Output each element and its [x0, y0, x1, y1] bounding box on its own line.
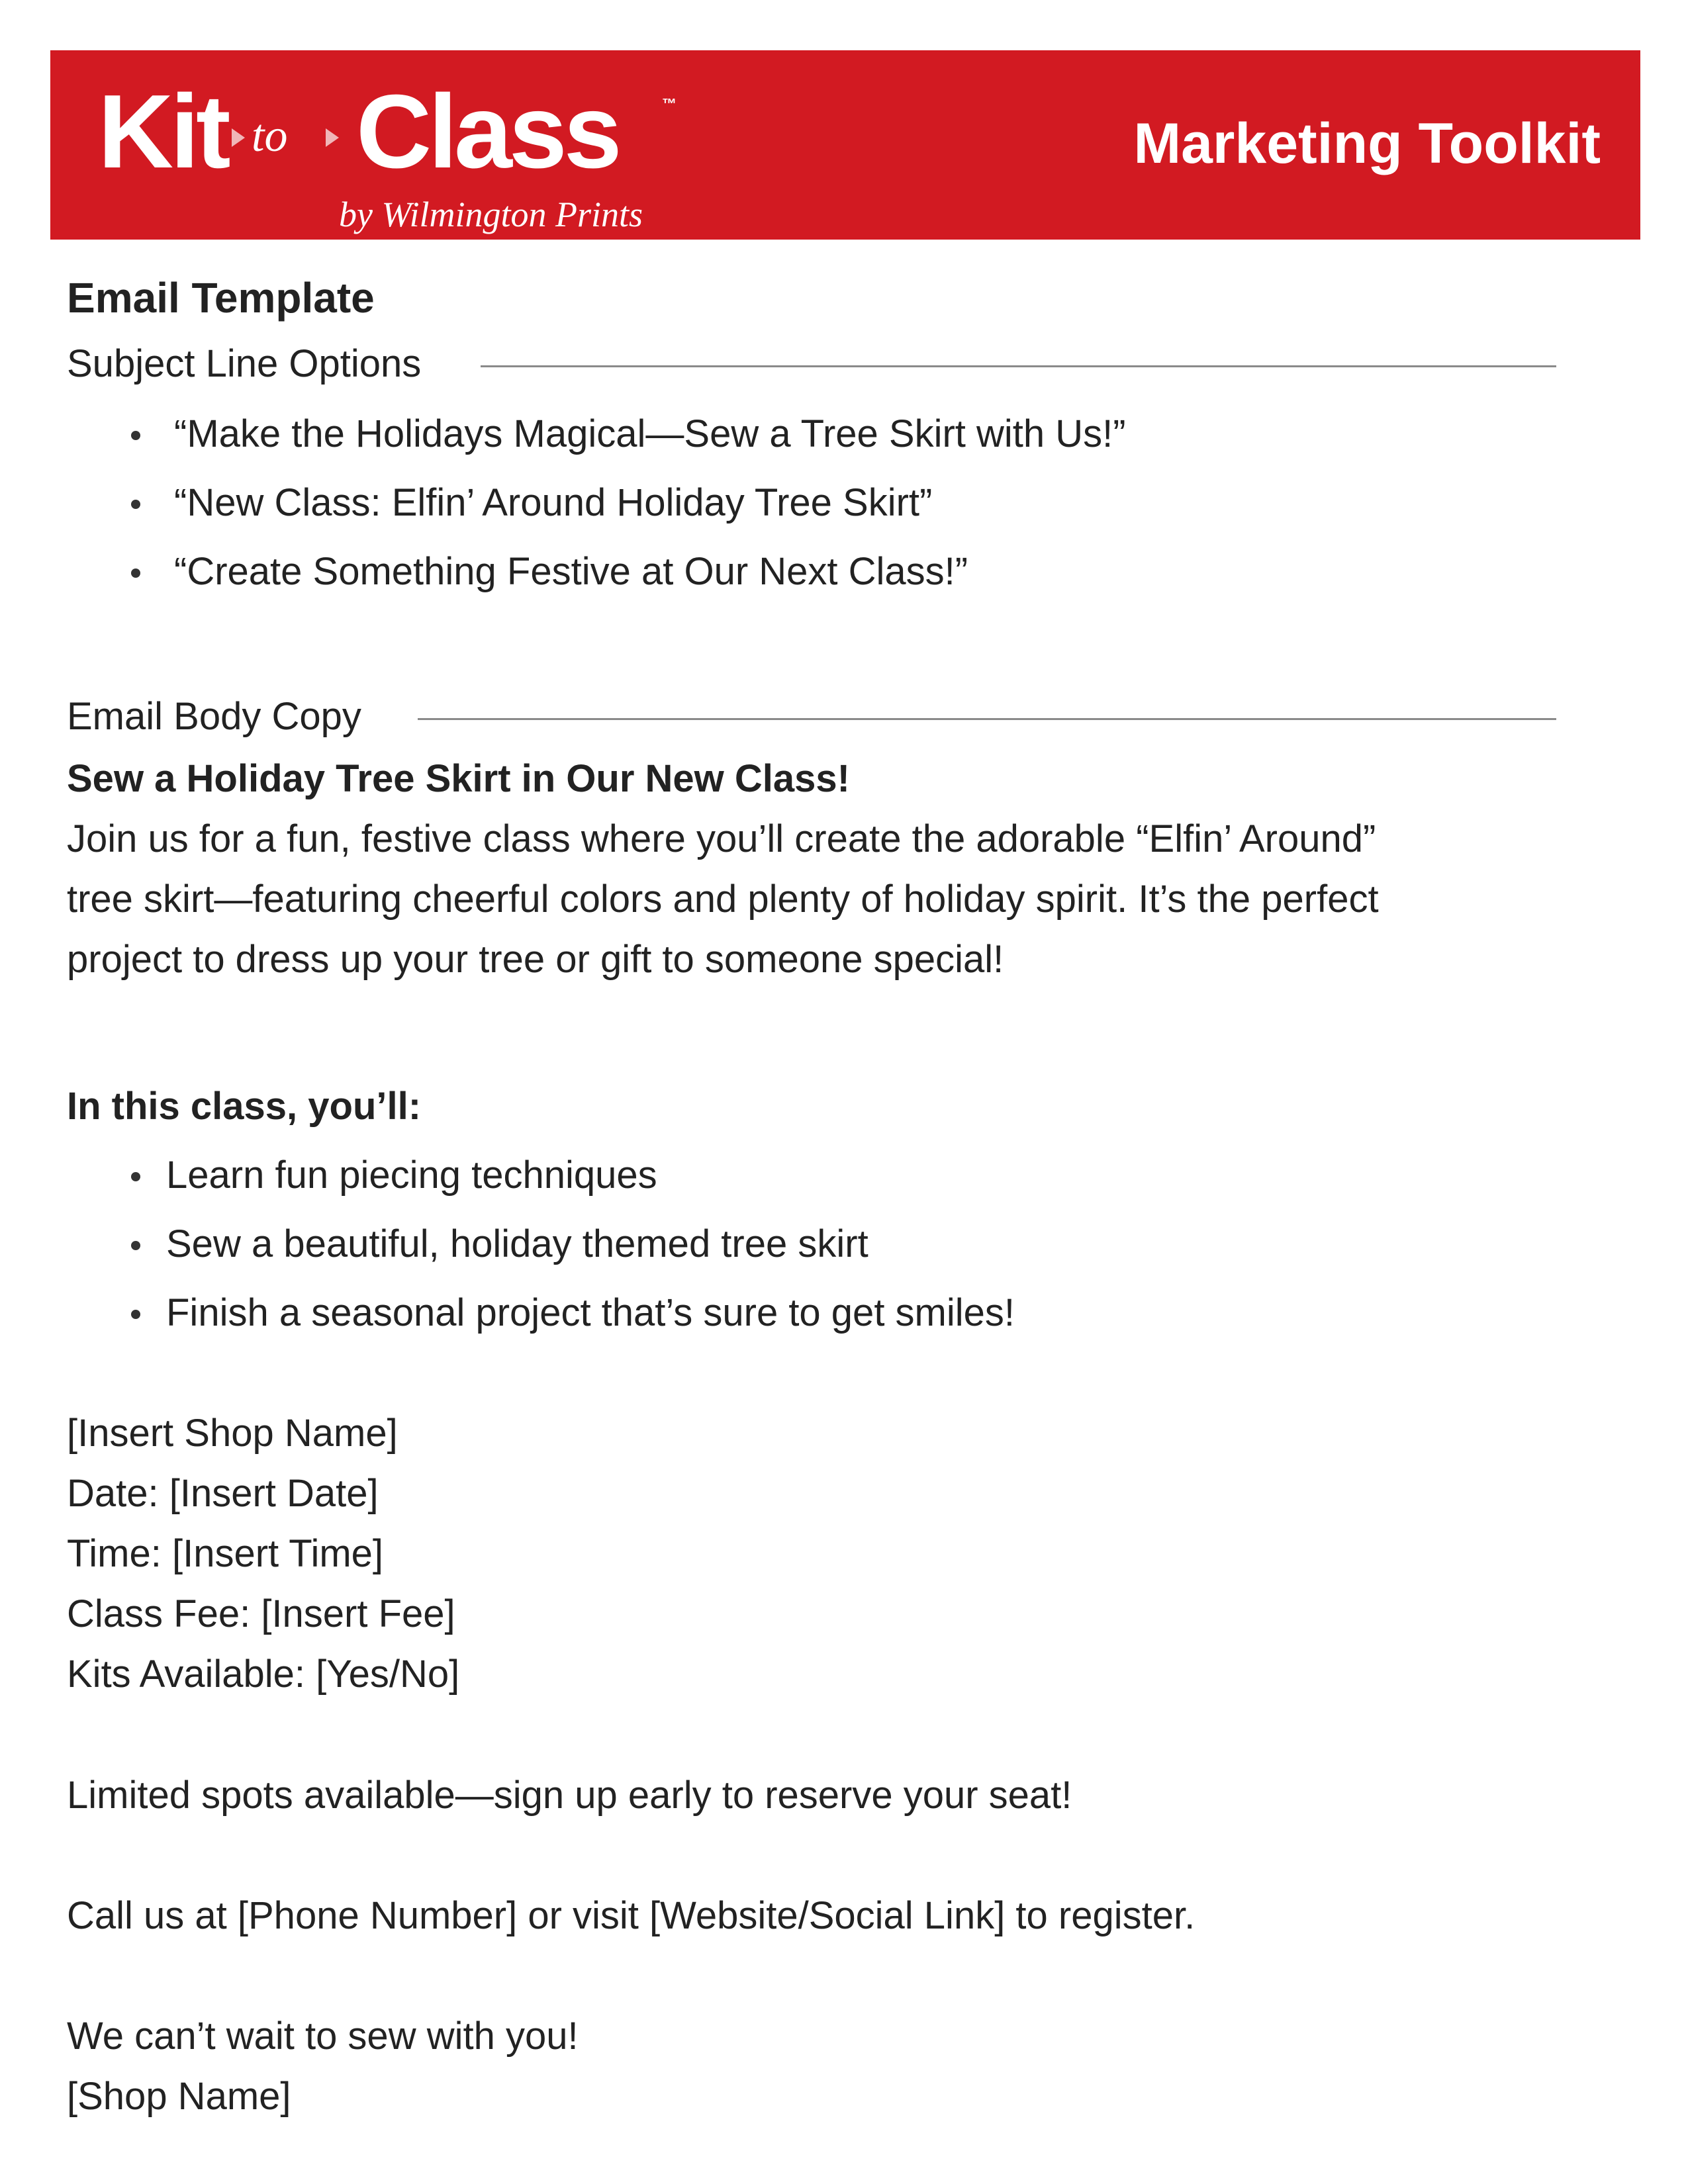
- section-divider: [418, 718, 1556, 720]
- logo-trademark: ™: [662, 95, 677, 112]
- in-class-item: Sew a beautiful, holiday themed tree skirt: [166, 1222, 868, 1265]
- section-divider: [481, 365, 1556, 367]
- kit-to-class-logo: [98, 73, 677, 234]
- arrow-right-icon: [324, 123, 343, 152]
- detail-class-fee: Class Fee: [Insert Fee]: [67, 1592, 455, 1635]
- detail-time: Time: [Insert Time]: [67, 1532, 384, 1575]
- call-to-action-text: Call us at [Phone Number] or visit [Website/Social Link] to register.: [67, 1894, 1196, 1937]
- logo-class-text: Class: [356, 73, 619, 190]
- subject-option: “Make the Holidays Magical—Sew a Tree Skirt with Us!”: [174, 412, 1126, 455]
- in-class-item: Learn fun piecing techniques: [166, 1154, 657, 1197]
- in-class-heading: In this class, you’ll:: [67, 1085, 422, 1128]
- arrow-right-icon: [230, 123, 249, 152]
- logo-byline: by Wilmington Prints: [339, 195, 643, 234]
- bullet: [131, 569, 140, 578]
- bullet: [131, 1310, 140, 1319]
- logo-to-text: to: [252, 111, 288, 161]
- detail-kits-available: Kits Available: [Yes/No]: [67, 1653, 460, 1696]
- subject-option: “Create Something Festive at Our Next Class!”: [174, 550, 968, 593]
- header-banner: [50, 50, 1640, 240]
- signature-text: [Shop Name]: [67, 2075, 291, 2118]
- page-title: Marketing Toolkit: [1133, 112, 1601, 175]
- bullet: [131, 1172, 140, 1181]
- body-title: Sew a Holiday Tree Skirt in Our New Class!: [67, 757, 850, 800]
- bullet: [131, 431, 140, 440]
- body-paragraph-line: project to dress up your tree or gift to someone special!: [67, 938, 1004, 981]
- detail-date: Date: [Insert Date]: [67, 1472, 379, 1515]
- subject-line-heading: Subject Line Options: [67, 342, 422, 385]
- detail-shop-name: [Insert Shop Name]: [67, 1412, 398, 1455]
- logo-kit-text: Kit: [98, 73, 228, 190]
- limited-spots-text: Limited spots available—sign up early to reserve your seat!: [67, 1774, 1072, 1817]
- in-class-item: Finish a seasonal project that’s sure to get smiles!: [166, 1291, 1015, 1334]
- body-paragraph-line: tree skirt—featuring cheerful colors and plenty of holiday spirit. It’s the perfect: [67, 878, 1379, 921]
- bullet: [131, 1241, 140, 1250]
- bullet: [131, 500, 140, 509]
- subject-option: “New Class: Elfin’ Around Holiday Tree Skirt”: [174, 481, 933, 524]
- email-template-heading: Email Template: [67, 274, 375, 322]
- body-paragraph-line: Join us for a fun, festive class where you’ll create the adorable “Elfin’ Around”: [67, 817, 1376, 860]
- closing-text: We can’t wait to sew with you!: [67, 2015, 579, 2058]
- email-body-heading: Email Body Copy: [67, 695, 361, 738]
